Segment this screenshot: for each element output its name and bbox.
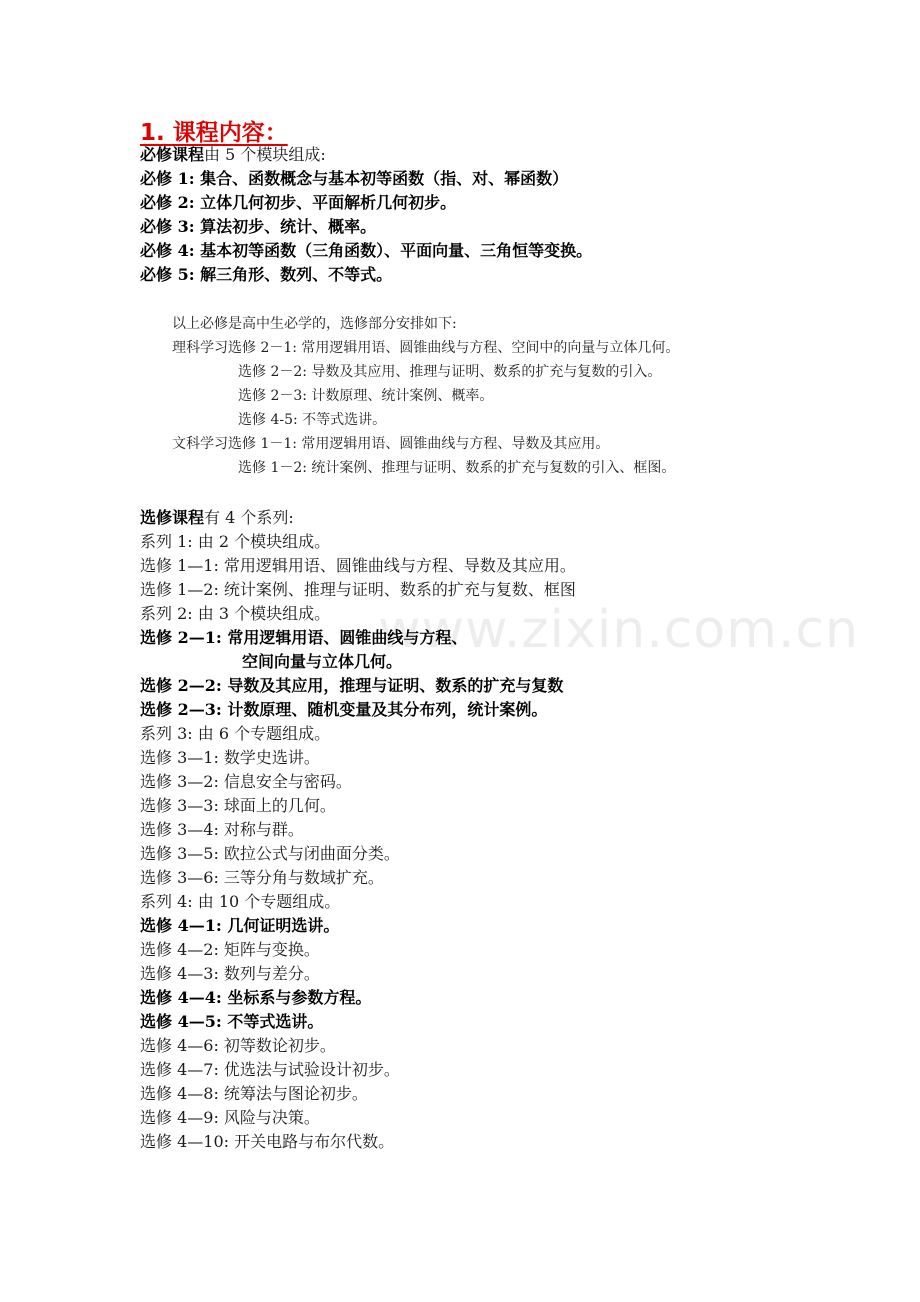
elective-item: 选修 2—1: 常用逻辑用语、圆锥曲线与方程、 — [140, 628, 468, 647]
arrangement-intro: 以上必修是高中生必学的，选修部分安排如下: — [172, 316, 457, 332]
elective-item: 选修 2—3: 计数原理、随机变量及其分布列，统计案例。 — [140, 700, 548, 719]
liberal-item: 文科学习选修 1－1: 常用逻辑用语、圆锥曲线与方程、导数及其应用。 — [172, 436, 610, 452]
elective-item: 选修 3—6: 三等分角与数域扩充。 — [140, 868, 384, 887]
liberal-item: 选修 1－2: 统计案例、推理与证明、数系的扩充与复数的引入、框图。 — [238, 460, 676, 476]
science-item: 选修 2－3: 计数原理、统计案例、概率。 — [238, 388, 494, 404]
required-item: 必修 4: 基本初等函数（三角函数）、平面向量、三角恒等变换。 — [140, 241, 593, 260]
required-item: 必修 5: 解三角形、数列、不等式。 — [140, 265, 393, 284]
elective-item: 选修 4—8: 统筹法与图论初步。 — [140, 1084, 368, 1103]
series-heading: 系列 3: 由 6 个专题组成。 — [140, 724, 331, 743]
section-heading: 1. 课程内容： — [140, 120, 288, 146]
elective-item: 选修 2—2: 导数及其应用，推理与证明、数系的扩充与复数 — [140, 676, 564, 695]
elective-item: 选修 3—5: 欧拉公式与闭曲面分类。 — [140, 844, 400, 863]
elective-item: 选修 3—3: 球面上的几何。 — [140, 796, 336, 815]
required-intro-label: 必修课程 — [140, 145, 205, 164]
elective-item: 选修 1—1: 常用逻辑用语、圆锥曲线与方程、导数及其应用。 — [140, 556, 576, 575]
elective-item: 选修 3—2: 信息安全与密码。 — [140, 772, 352, 791]
required-intro-text: 由 5 个模块组成: — [204, 145, 326, 164]
elective-item: 选修 4—4: 坐标系与参数方程。 — [140, 988, 372, 1007]
elective-item: 选修 4—1: 几何证明选讲。 — [140, 916, 340, 935]
science-item: 选修 4-5: 不等式选讲。 — [238, 412, 387, 428]
science-item: 理科学习选修 2－1: 常用逻辑用语、圆锥曲线与方程、空间中的向量与立体几何。 — [172, 340, 680, 356]
elective-item: 选修 4—5: 不等式选讲。 — [140, 1012, 324, 1031]
elective-intro-label: 选修课程 — [140, 508, 205, 527]
series-heading: 系列 4: 由 10 个专题组成。 — [140, 892, 341, 911]
elective-item: 选修 3—4: 对称与群。 — [140, 820, 304, 839]
watermark: www.zixin.com.cn — [378, 600, 859, 660]
series-heading: 系列 2: 由 3 个模块组成。 — [140, 604, 331, 623]
science-item: 选修 2－2: 导数及其应用、推理与证明、数系的扩充与复数的引入。 — [238, 364, 662, 380]
elective-item-continuation: 空间向量与立体几何。 — [242, 652, 403, 671]
elective-item: 选修 1—2: 统计案例、推理与证明、数系的扩充与复数、框图 — [140, 580, 576, 599]
elective-intro-text: 有 4 个系列: — [204, 508, 294, 527]
elective-item: 选修 4—2: 矩阵与变换。 — [140, 940, 320, 959]
elective-item: 选修 4—3: 数列与差分。 — [140, 964, 320, 983]
required-item: 必修 3: 算法初步、统计、概率。 — [140, 217, 377, 236]
elective-intro — [140, 507, 294, 529]
elective-item: 选修 4—10: 开关电路与布尔代数。 — [140, 1132, 395, 1151]
elective-item: 选修 4—9: 风险与决策。 — [140, 1108, 320, 1127]
elective-item: 选修 3—1: 数学史选讲。 — [140, 748, 320, 767]
required-intro — [140, 144, 326, 166]
required-item: 必修 1: 集合、函数概念与基本初等函数（指、对、幂函数） — [140, 169, 569, 188]
series-heading: 系列 1: 由 2 个模块组成。 — [140, 532, 331, 551]
elective-item: 选修 4—6: 初等数论初步。 — [140, 1036, 336, 1055]
elective-item: 选修 4—7: 优选法与试验设计初步。 — [140, 1060, 400, 1079]
required-item: 必修 2: 立体几何初步、平面解析几何初步。 — [140, 193, 457, 212]
